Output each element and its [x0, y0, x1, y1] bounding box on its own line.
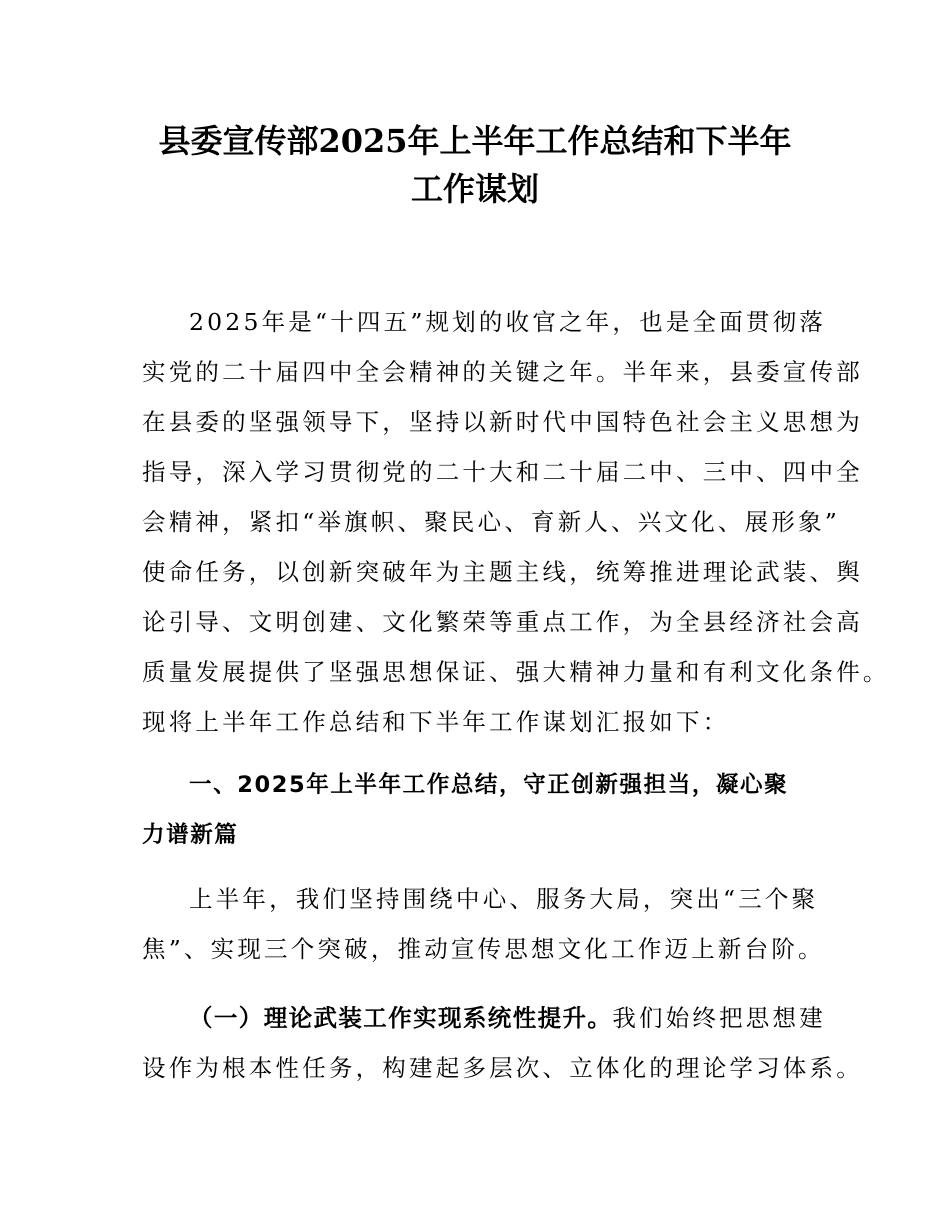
- intro-line-5: 会精神，紧扣“举旗帜、聚民心、育新人、兴文化、展形象”: [142, 508, 840, 536]
- subsection-1-paragraph: [142, 993, 863, 1093]
- subsection-1-line-2: 设作为根本性任务，构建起多层次、立体化的理论学习体系。: [142, 1054, 863, 1082]
- document-title-line-1: 县委宣传部2025年上半年工作总结和下半年: [158, 122, 792, 160]
- section-1-line-1: 上半年，我们坚持围绕中心、服务大局，突出“三个聚: [189, 885, 819, 913]
- section-1-heading-line-1: 一、2025年上半年工作总结，守正创新强担当，凝心聚: [189, 772, 789, 798]
- document-title-line-2: 工作谋划: [410, 170, 539, 208]
- intro-line-7: 论引导、文明创建、文化繁荣等重点工作，为全县经济社会高: [142, 608, 863, 636]
- intro-line-3: 在县委的坚强领导下，坚持以新时代中国特色社会主义思想为: [142, 408, 863, 436]
- subsection-1-line-1-text: 我们始终把思想建: [612, 1004, 826, 1032]
- intro-line-1: 2025年是“十四五”规划的收官之年，也是全面贯彻落: [189, 308, 827, 336]
- intro-line-8: 质量发展提供了坚强思想保证、强大精神力量和有利文化条件。: [142, 658, 890, 686]
- intro-line-6: 使命任务，以创新突破年为主题主线，统筹推进理论武装、舆: [142, 558, 863, 586]
- section-1-heading-line-2: 力谱新篇: [142, 822, 239, 848]
- section-1-line-2: 焦”、实现三个突破，推动宣传思想文化工作迈上新台阶。: [142, 935, 825, 963]
- section-1-paragraph: [142, 874, 832, 974]
- intro-line-4: 指导，深入学习贯彻党的二十大和二十届二中、三中、四中全: [142, 458, 863, 486]
- intro-line-9: 现将上半年工作总结和下半年工作谋划汇报如下：: [142, 708, 730, 736]
- subsection-1-line-1: [142, 993, 832, 1043]
- section-1-heading: [142, 760, 832, 860]
- intro-line-2: 实党的二十届四中全会精神的关键之年。半年来，县委宣传部: [142, 358, 863, 386]
- subsection-1-heading: （一）理论武装工作实现系统性提升。: [189, 1004, 613, 1032]
- intro-paragraph: [142, 297, 890, 747]
